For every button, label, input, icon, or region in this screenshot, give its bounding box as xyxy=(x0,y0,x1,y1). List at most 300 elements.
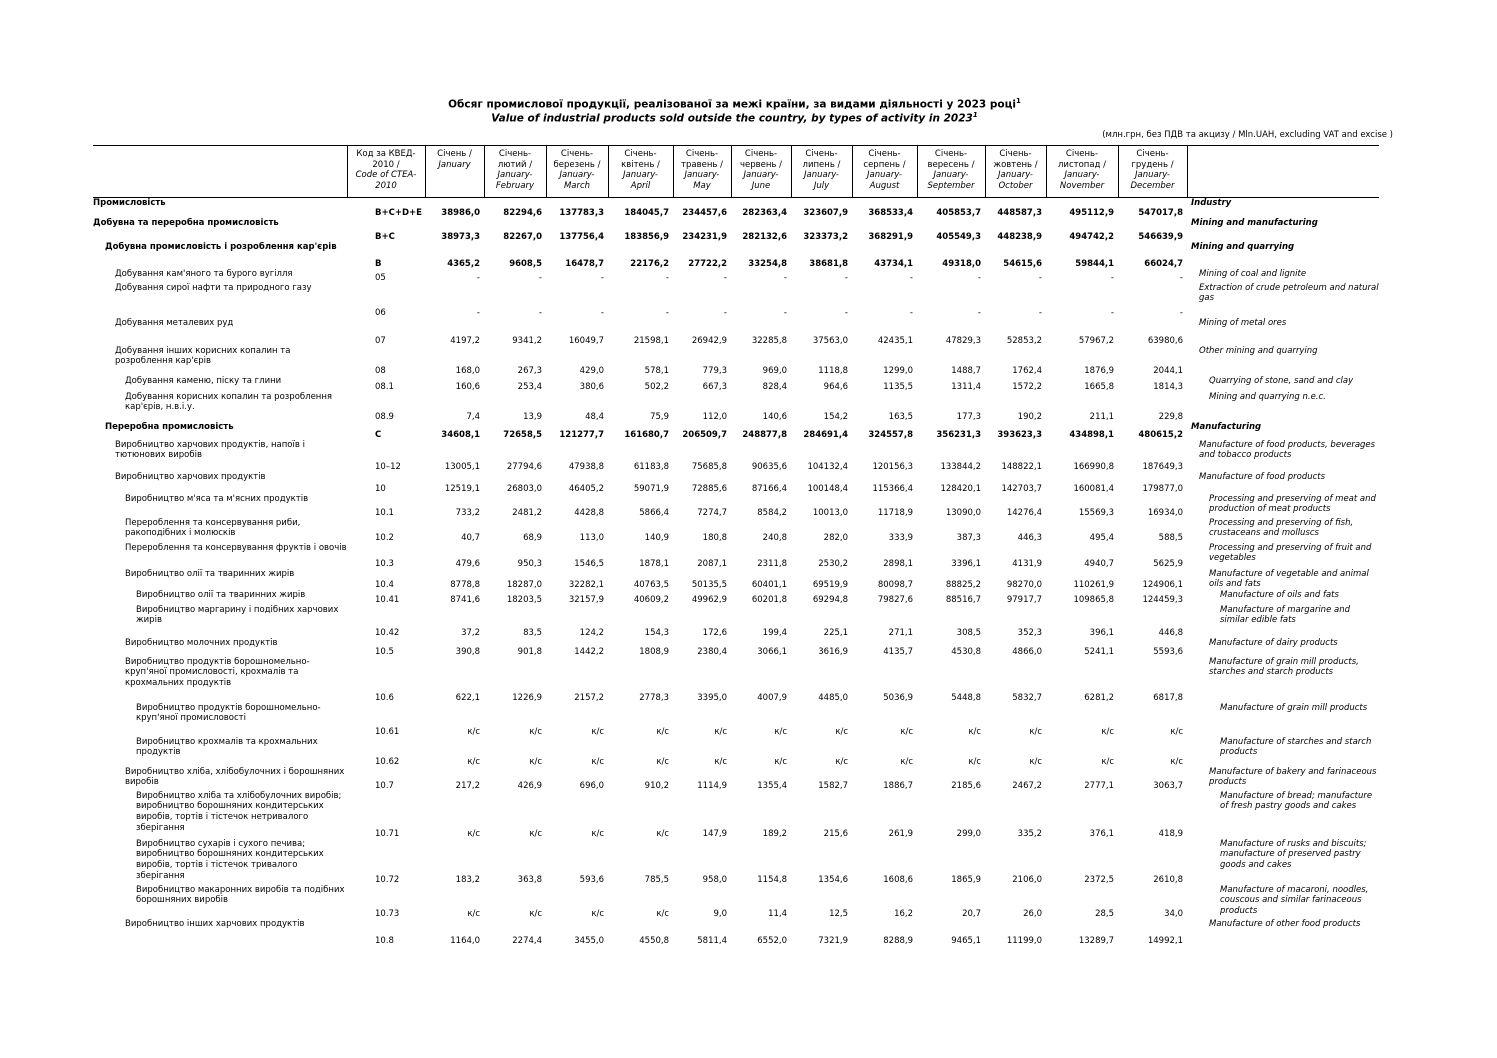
value-cell: 6281,2 xyxy=(1084,692,1114,703)
value-cell: 1762,4 xyxy=(1012,365,1042,376)
activity-name-en: Manufacture of other food products xyxy=(1209,918,1361,929)
value-cell: 390,8 xyxy=(455,646,480,657)
value-cell: 335,2 xyxy=(1017,828,1042,839)
activity-name-ua: Добувна промисловість і розроблення кар'єрів xyxy=(105,241,337,252)
activity-name-ua: Виробництво продуктів борошномельно-круп'яної промисловості, крохмалів та крохмальних продуктів xyxy=(125,656,310,688)
value-cell: 267,3 xyxy=(517,365,542,376)
value-cell: 8288,9 xyxy=(883,935,913,946)
value-cell: 163,5 xyxy=(888,411,913,422)
header-line: Січень- xyxy=(934,149,968,159)
value-cell: к/с xyxy=(1029,756,1042,767)
value-cell: 4365,2 xyxy=(447,258,480,269)
value-cell: - xyxy=(600,272,604,283)
header-line: April xyxy=(630,180,651,191)
activity-code: 07 xyxy=(375,335,386,346)
value-cell: 38973,3 xyxy=(441,231,480,242)
activity-name-ua: Добування інших корисних копалин та розроблення кар'єрів xyxy=(115,345,291,367)
units-note: (млн.грн, без ПДВ та акцизу / Mln.UAH, excluding VAT and excise ) xyxy=(1102,130,1393,140)
activity-name-en: Mining of metal ores xyxy=(1199,317,1287,328)
value-cell: 4131,9 xyxy=(1012,558,1042,569)
value-cell: 2530,2 xyxy=(818,558,848,569)
header-period xyxy=(546,146,608,198)
value-cell: 21598,1 xyxy=(633,335,669,346)
value-cell: к/с xyxy=(467,908,480,919)
value-cell: 1226,9 xyxy=(512,692,542,703)
header-line: January- xyxy=(1135,170,1170,181)
value-cell: 4007,9 xyxy=(757,692,787,703)
value-cell: 72658,5 xyxy=(503,429,542,440)
value-cell: 110261,9 xyxy=(1073,579,1114,590)
header-line: January- xyxy=(684,170,720,181)
value-cell: 113,0 xyxy=(579,532,604,543)
value-cell: 26803,0 xyxy=(506,483,542,494)
value-cell: 59071,9 xyxy=(633,483,669,494)
activity-name-ua: Перероблення та консервування риби, ракоподібних і молюсків xyxy=(125,517,301,539)
value-cell: 154,3 xyxy=(644,627,669,638)
value-cell: 352,3 xyxy=(1017,627,1042,638)
value-cell: к/с xyxy=(656,756,669,767)
activity-code: 10.72 xyxy=(375,874,400,885)
activity-name-ua: Добувна та переробна промисловість xyxy=(93,217,279,228)
value-cell: 546639,9 xyxy=(1138,231,1183,242)
value-cell: 1546,5 xyxy=(574,558,604,569)
value-cell: 183856,9 xyxy=(624,231,669,242)
value-cell: 37,2 xyxy=(461,627,480,638)
value-cell: 8778,8 xyxy=(450,579,480,590)
value-cell: - xyxy=(1179,272,1183,283)
header-line: квітень / xyxy=(621,159,660,170)
table-row xyxy=(93,638,1379,657)
activity-name-en: Manufacture of vegetable and animal oils and fats xyxy=(1209,568,1369,590)
value-cell: 154,2 xyxy=(823,411,848,422)
value-cell: 32285,8 xyxy=(751,335,787,346)
table-row xyxy=(93,590,1379,605)
value-cell: 13,9 xyxy=(523,411,542,422)
value-cell: 1572,2 xyxy=(1012,381,1042,392)
value-cell: 950,3 xyxy=(517,558,542,569)
value-cell: к/с xyxy=(1101,726,1114,737)
table-row xyxy=(93,657,1379,703)
activity-name-ua: Виробництво макаронних виробів та подібних борошняних виробів xyxy=(136,884,345,906)
value-cell: 282132,6 xyxy=(742,231,787,242)
header-period xyxy=(852,146,917,198)
value-cell: 480615,2 xyxy=(1138,429,1183,440)
table-body xyxy=(93,198,1379,946)
value-cell: 387,3 xyxy=(956,532,981,543)
value-cell: к/с xyxy=(835,726,848,737)
value-cell: 179877,0 xyxy=(1142,483,1183,494)
value-cell: 115366,4 xyxy=(872,483,913,494)
value-cell: 140,6 xyxy=(762,411,787,422)
value-cell: 271,1 xyxy=(888,627,913,638)
value-cell: к/с xyxy=(591,726,604,737)
value-cell: 100148,4 xyxy=(807,483,848,494)
header-line: Січень- xyxy=(498,149,532,159)
value-cell: 282363,4 xyxy=(742,207,787,218)
activity-name-ua: Виробництво хліба, хлібобулочних і борошняних виробів xyxy=(125,766,345,788)
value-cell: 3455,0 xyxy=(574,935,604,946)
value-cell: 9465,1 xyxy=(951,935,981,946)
value-cell: 448587,3 xyxy=(997,207,1042,218)
value-cell: 495,4 xyxy=(1089,532,1114,543)
table-row xyxy=(93,422,1379,440)
value-cell: 4866,0 xyxy=(1012,646,1042,657)
activity-code: 10.8 xyxy=(375,935,394,946)
value-cell: - xyxy=(476,272,480,283)
value-cell: - xyxy=(1110,307,1114,318)
value-cell: 1135,5 xyxy=(883,381,913,392)
table-row xyxy=(93,198,1379,218)
value-cell: 1814,3 xyxy=(1153,381,1183,392)
value-cell: 8741,6 xyxy=(450,594,480,605)
activity-name-ua: Виробництво хліба та хлібобулочних виробів; виробництво борошняних кондитерських виробів, тортів і тістечок нетривалого зберігання xyxy=(136,790,342,833)
header-period xyxy=(608,146,673,198)
value-cell: 49962,9 xyxy=(691,594,727,605)
data-table xyxy=(93,145,1379,946)
table-row xyxy=(93,605,1379,638)
value-cell: 75,9 xyxy=(650,411,669,422)
value-cell: 27722,2 xyxy=(688,258,727,269)
value-cell: к/с xyxy=(835,756,848,767)
header-period xyxy=(1046,146,1118,198)
value-cell: 9608,5 xyxy=(509,258,542,269)
table-row xyxy=(93,518,1379,543)
value-cell: 60401,1 xyxy=(751,579,787,590)
value-cell: 6817,8 xyxy=(1153,692,1183,703)
value-cell: 5593,6 xyxy=(1153,646,1183,657)
value-cell: 4550,8 xyxy=(639,935,669,946)
value-cell: 240,8 xyxy=(762,532,787,543)
header-line: Code of CTEA- xyxy=(355,170,417,181)
value-cell: 446,8 xyxy=(1158,627,1183,638)
value-cell: 14276,4 xyxy=(1006,507,1042,518)
value-cell: 1114,9 xyxy=(697,780,727,791)
header-line: January- xyxy=(743,170,779,181)
value-cell: 32157,9 xyxy=(568,594,604,605)
value-cell: 733,2 xyxy=(455,507,480,518)
value-cell: 124459,3 xyxy=(1142,594,1183,605)
header-row xyxy=(93,146,1379,198)
value-cell: 166990,8 xyxy=(1073,461,1114,472)
value-cell: 502,2 xyxy=(644,381,669,392)
value-cell: 40609,2 xyxy=(633,594,669,605)
header-line: January- xyxy=(497,170,533,181)
activity-name-en: Processing and preserving of meat and production of meat products xyxy=(1209,493,1376,515)
value-cell: 2777,1 xyxy=(1084,780,1114,791)
activity-name-en: Manufacture of grain mill products xyxy=(1220,702,1368,713)
activity-name-en: Manufacture of bakery and farinaceous products xyxy=(1209,766,1377,788)
value-cell: 3616,9 xyxy=(818,646,848,657)
value-cell: 282,0 xyxy=(823,532,848,543)
value-cell: 10013,0 xyxy=(812,507,848,518)
value-cell: 479,6 xyxy=(455,558,480,569)
header-activity-ua xyxy=(93,146,347,198)
value-cell: к/с xyxy=(467,828,480,839)
value-cell: 588,5 xyxy=(1158,532,1183,543)
value-cell: 88516,7 xyxy=(945,594,981,605)
header-line: January- xyxy=(1064,170,1100,181)
header-line: 2010 xyxy=(375,180,397,191)
activity-name-ua: Перероблення та консервування фруктів і овочів xyxy=(125,542,347,553)
value-cell: 253,4 xyxy=(517,381,542,392)
value-cell: 190,2 xyxy=(1017,411,1042,422)
activity-name-en: Manufacture of dairy products xyxy=(1209,637,1338,648)
activity-name-ua: Добування сирої нафти та природного газу xyxy=(115,282,312,293)
value-cell: 26942,9 xyxy=(691,335,727,346)
value-cell: 13289,7 xyxy=(1078,935,1114,946)
value-cell: 380,6 xyxy=(579,381,604,392)
value-cell: 3066,1 xyxy=(757,646,787,657)
header-line: березень / xyxy=(553,159,601,170)
table-row xyxy=(93,283,1379,318)
value-cell: 206509,7 xyxy=(682,429,727,440)
value-cell: 14992,1 xyxy=(1147,935,1183,946)
header-line: Код за КВЕД- xyxy=(356,149,416,159)
activity-name-en: Mining and manufacturing xyxy=(1191,217,1318,228)
value-cell: к/с xyxy=(714,726,727,737)
header-line: February xyxy=(495,180,535,191)
value-cell: 448238,9 xyxy=(997,231,1042,242)
activity-name-ua: Добування металевих руд xyxy=(115,317,234,328)
value-cell: 2380,4 xyxy=(697,646,727,657)
value-cell: 5036,9 xyxy=(883,692,913,703)
activity-name-en: Industry xyxy=(1191,198,1232,208)
value-cell: 26,0 xyxy=(1023,908,1042,919)
value-cell: 323607,9 xyxy=(803,207,848,218)
value-cell: 20,7 xyxy=(962,908,981,919)
value-cell: 9,0 xyxy=(713,908,727,919)
value-cell: 494742,2 xyxy=(1069,231,1114,242)
value-cell: 47938,8 xyxy=(568,461,604,472)
activity-code: 10.6 xyxy=(375,692,394,703)
value-cell: 1582,7 xyxy=(818,780,848,791)
value-cell: 13090,0 xyxy=(945,507,981,518)
activity-name-en: Manufacturing xyxy=(1191,421,1262,432)
table-row xyxy=(93,440,1379,472)
value-cell: 779,3 xyxy=(702,365,727,376)
value-cell: 37563,0 xyxy=(812,335,848,346)
value-cell: 248877,8 xyxy=(742,429,787,440)
header-line: вересень / xyxy=(927,159,975,170)
activity-code: 10.62 xyxy=(375,756,400,767)
value-cell: 120156,3 xyxy=(872,461,913,472)
activity-code: 10.2 xyxy=(375,532,394,543)
header-line: серпень / xyxy=(863,159,906,170)
activity-name-en: Processing and preserving of fruit and vegetables xyxy=(1209,542,1372,564)
value-cell: 1154,8 xyxy=(757,874,787,885)
table-row xyxy=(93,318,1379,346)
value-cell: - xyxy=(977,307,981,318)
value-cell: к/с xyxy=(1029,726,1042,737)
activity-name-ua: Виробництво інших харчових продуктів xyxy=(125,918,305,929)
activity-name-en: Processing and preserving of fish, crustaceans and molluscs xyxy=(1209,517,1354,539)
table-row xyxy=(93,269,1379,283)
table-row xyxy=(93,919,1379,946)
header-line: лютий / xyxy=(497,159,533,170)
value-cell: 217,2 xyxy=(455,780,480,791)
value-cell: к/с xyxy=(529,828,542,839)
value-cell: - xyxy=(977,272,981,283)
value-cell: 1354,6 xyxy=(818,874,848,885)
value-cell: 958,0 xyxy=(702,874,727,885)
value-cell: 15569,3 xyxy=(1078,507,1114,518)
header-line: 2010 / xyxy=(372,159,400,170)
value-cell: 667,3 xyxy=(702,381,727,392)
value-cell: 5832,7 xyxy=(1012,692,1042,703)
header-line: травень / xyxy=(681,159,723,170)
value-cell: - xyxy=(783,307,787,318)
value-cell: - xyxy=(1038,307,1042,318)
value-cell: 40,7 xyxy=(461,532,480,543)
value-cell: 1608,6 xyxy=(883,874,913,885)
table-row xyxy=(93,346,1379,376)
header-line: Січень- xyxy=(685,149,719,159)
value-cell: 1808,9 xyxy=(639,646,669,657)
value-cell: 2311,8 xyxy=(757,558,787,569)
value-cell: 2087,1 xyxy=(697,558,727,569)
header-line: October xyxy=(998,180,1033,191)
header-period xyxy=(425,146,484,198)
table-row xyxy=(93,885,1379,919)
value-cell: 4940,7 xyxy=(1084,558,1114,569)
value-cell: 63980,6 xyxy=(1147,335,1183,346)
value-cell: к/с xyxy=(1101,756,1114,767)
table-row xyxy=(93,767,1379,791)
value-cell: 46405,2 xyxy=(568,483,604,494)
activity-code: C xyxy=(375,429,382,440)
value-cell: 79827,6 xyxy=(877,594,913,605)
value-cell: - xyxy=(909,307,913,318)
value-cell: 578,1 xyxy=(644,365,669,376)
value-cell: - xyxy=(1179,307,1183,318)
header-line: January- xyxy=(804,170,839,181)
activity-name-en: Manufacture of food products, beverages and tobacco products xyxy=(1199,439,1376,461)
value-cell: к/с xyxy=(656,726,669,737)
value-cell: 128420,1 xyxy=(940,483,981,494)
value-cell: к/с xyxy=(529,726,542,737)
value-cell: - xyxy=(1110,272,1114,283)
value-cell: к/с xyxy=(656,828,669,839)
value-cell: 593,6 xyxy=(579,874,604,885)
value-cell: 234457,6 xyxy=(682,207,727,218)
activity-name-ua: Виробництво олії та тваринних жирів xyxy=(136,589,306,600)
value-cell: 33254,8 xyxy=(748,258,787,269)
value-cell: 11718,9 xyxy=(877,507,913,518)
activity-code: B+C+D+E xyxy=(375,207,422,218)
activity-name-en: Manufacture of margarine and similar edible fats xyxy=(1220,604,1350,626)
title-en: Value of industrial products sold outside the country, by types of activity in 2023$^1$ xyxy=(491,111,978,125)
value-cell: 82267,0 xyxy=(503,231,542,242)
value-cell: 2898,1 xyxy=(883,558,913,569)
value-cell: 828,4 xyxy=(762,381,787,392)
value-cell: 446,3 xyxy=(1017,532,1042,543)
activity-code: 10.7 xyxy=(375,780,394,791)
value-cell: 1865,9 xyxy=(951,874,981,885)
header-period xyxy=(985,146,1046,198)
value-cell: 1118,8 xyxy=(818,365,848,376)
value-cell: к/с xyxy=(714,756,727,767)
value-cell: 72885,6 xyxy=(691,483,727,494)
value-cell: 133844,2 xyxy=(940,461,981,472)
value-cell: 429,0 xyxy=(579,365,604,376)
value-cell: 969,0 xyxy=(762,365,787,376)
value-cell: 229,8 xyxy=(1158,411,1183,422)
value-cell: 1442,2 xyxy=(574,646,604,657)
activity-name-ua: Переробна промисловість xyxy=(105,421,234,432)
header-line: Січень- xyxy=(999,149,1032,159)
value-cell: 18203,5 xyxy=(506,594,542,605)
value-cell: 1311,4 xyxy=(951,381,981,392)
value-cell: 13005,1 xyxy=(444,461,480,472)
header-period xyxy=(673,146,731,198)
header-line: January- xyxy=(933,170,969,181)
value-cell: 2467,2 xyxy=(1012,780,1042,791)
value-cell: 66024,7 xyxy=(1144,258,1183,269)
value-cell: 147,9 xyxy=(702,828,727,839)
activity-code: B xyxy=(375,258,382,269)
value-cell: 9341,2 xyxy=(512,335,542,346)
value-cell: 2372,5 xyxy=(1084,874,1114,885)
value-cell: 172,6 xyxy=(702,627,727,638)
activity-code: 08.1 xyxy=(375,381,394,392)
value-cell: 225,1 xyxy=(823,627,848,638)
activity-code: 10.61 xyxy=(375,726,400,737)
value-cell: 2185,6 xyxy=(951,780,981,791)
value-cell: 34608,1 xyxy=(441,429,480,440)
header-line: March xyxy=(563,180,591,191)
value-cell: к/с xyxy=(467,726,480,737)
activity-name-en: Manufacture of starches and starch products xyxy=(1220,736,1372,758)
activity-name-en: Quarrying of stone, sand and clay xyxy=(1209,375,1354,386)
header-line: Січень- xyxy=(1136,149,1169,159)
value-cell: 75685,8 xyxy=(691,461,727,472)
value-cell: 60201,8 xyxy=(751,594,787,605)
value-cell: 2610,8 xyxy=(1153,874,1183,885)
value-cell: 18287,0 xyxy=(506,579,542,590)
header-line: червень / xyxy=(739,159,783,170)
value-cell: к/с xyxy=(529,908,542,919)
value-cell: 69294,8 xyxy=(812,594,848,605)
value-cell: 4485,0 xyxy=(818,692,848,703)
activity-code: 10.5 xyxy=(375,646,394,657)
activity-name-ua: Добування корисних копалин та розроблення кар'єрів, н.в.і.у. xyxy=(125,391,333,413)
value-cell: 368291,9 xyxy=(868,231,913,242)
activity-name-ua: Виробництво молочних продуктів xyxy=(125,637,278,648)
value-cell: 124,2 xyxy=(579,627,604,638)
value-cell: 363,8 xyxy=(517,874,542,885)
activity-code: 10.1 xyxy=(375,507,394,518)
value-cell: 28,5 xyxy=(1095,908,1114,919)
value-cell: 16049,7 xyxy=(568,335,604,346)
value-cell: 7321,9 xyxy=(818,935,848,946)
value-cell: к/с xyxy=(591,756,604,767)
activity-code: 08.9 xyxy=(375,411,394,422)
value-cell: 11199,0 xyxy=(1006,935,1042,946)
value-cell: к/с xyxy=(1170,726,1183,737)
value-cell: 68,9 xyxy=(523,532,542,543)
value-cell: - xyxy=(723,307,727,318)
header-period xyxy=(731,146,791,198)
value-cell: 4530,8 xyxy=(951,646,981,657)
value-cell: к/с xyxy=(968,756,981,767)
value-cell: 426,9 xyxy=(517,780,542,791)
value-cell: 5866,4 xyxy=(639,507,669,518)
value-cell: к/с xyxy=(656,908,669,919)
activity-name-ua: Виробництво харчових продуктів xyxy=(115,471,266,482)
value-cell: 5241,1 xyxy=(1084,646,1114,657)
value-cell: 696,0 xyxy=(579,780,604,791)
value-cell: 2481,2 xyxy=(512,507,542,518)
